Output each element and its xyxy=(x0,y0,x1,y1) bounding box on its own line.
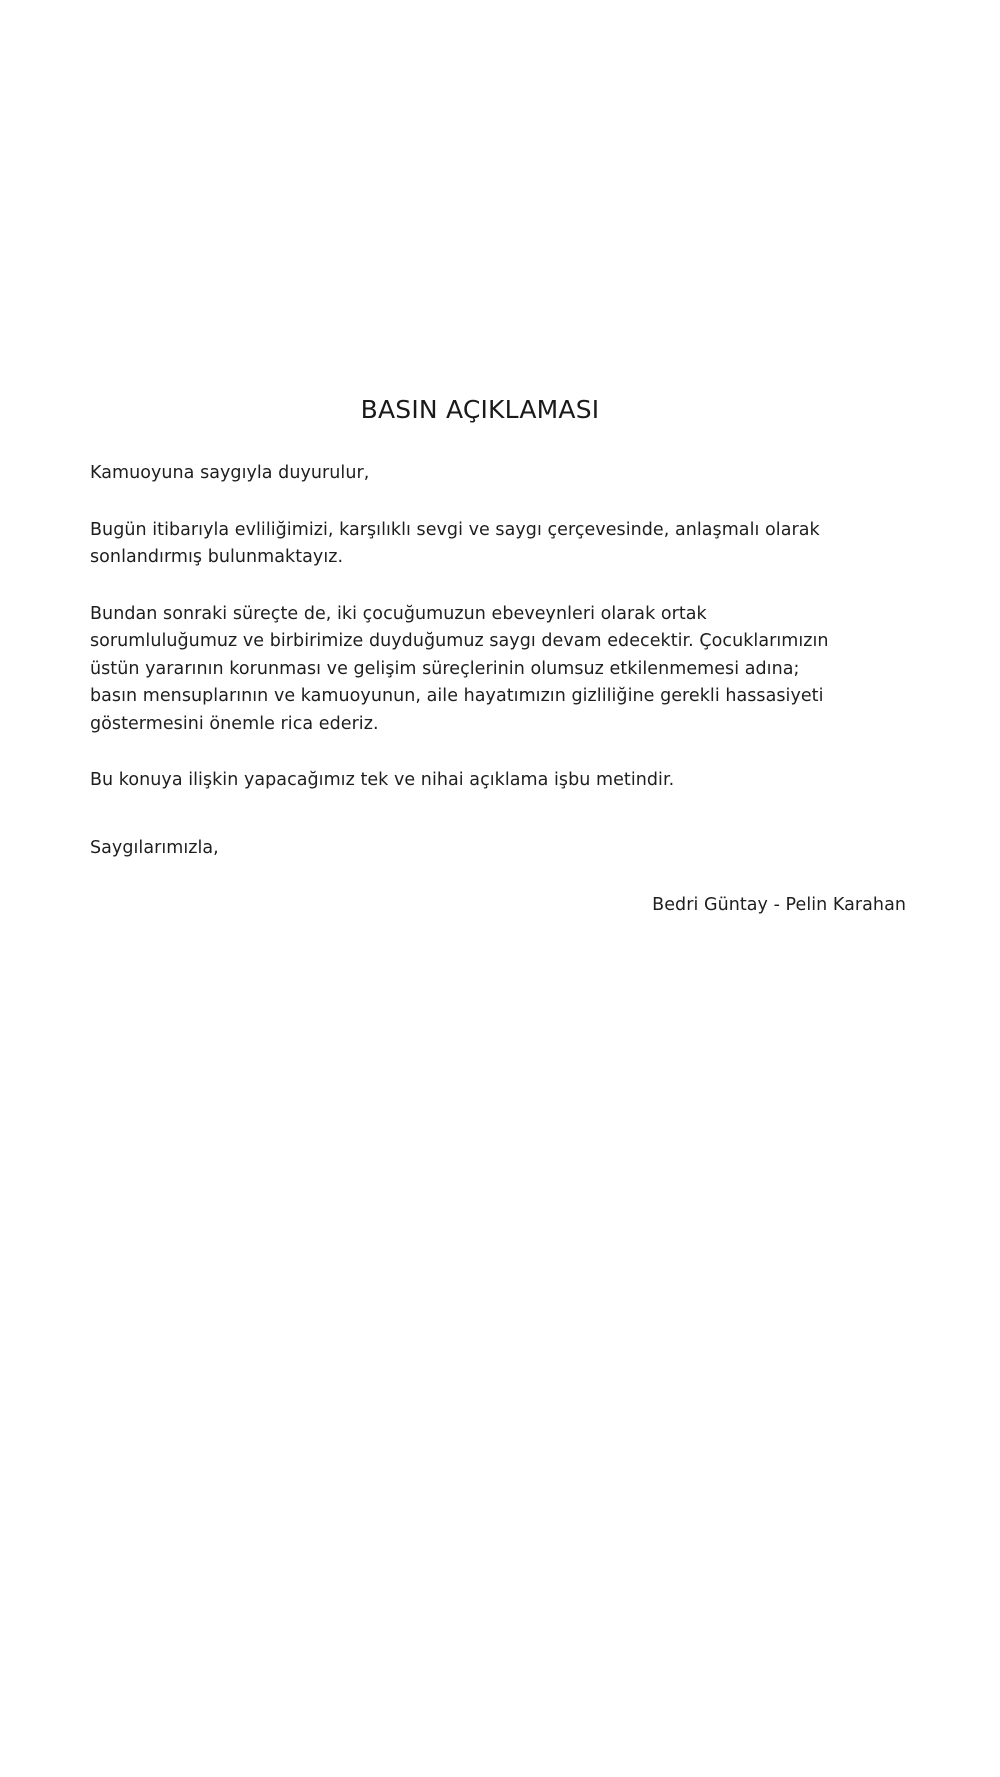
closing-line: Saygılarımızla, xyxy=(90,837,219,858)
signature-line: Bedri Güntay - Pelin Karahan xyxy=(652,895,906,915)
salutation-line: Kamuoyuna saygıyla duyurulur, xyxy=(90,463,370,483)
document-body xyxy=(0,395,1000,920)
page-title: BASIN AÇIKLAMASI xyxy=(360,395,600,424)
paragraph-final-statement: Bu konuya ilişkin yapacağımız tek ve nihai açıklama işbu metindir. xyxy=(90,770,675,790)
page-top-margin xyxy=(0,0,1000,395)
paragraph-children-privacy-request: Bundan sonraki süreçte de, iki çocuğumuzun ebeveynleri olarak ortak sorumluluğumuz ve birbirimize duyduğumuz saygı devam edecektir. Çocuklarımızın üstün yararının korunması ve gelişim süreçlerinin olumsuz etkilenmemesi adına; basın mensuplarının ve kamuoyunun, aile hayatımızın gizliliğine gerekli hassasiyeti göstermesini önemle rica ederiz. xyxy=(90,603,829,734)
paragraph-marriage-ended: Bugün itibarıyla evliliğimizi, karşılıklı sevgi ve saygı çerçevesinde, anlaşmalı olarak sonlandırmış bulunmaktayız. xyxy=(90,519,820,567)
